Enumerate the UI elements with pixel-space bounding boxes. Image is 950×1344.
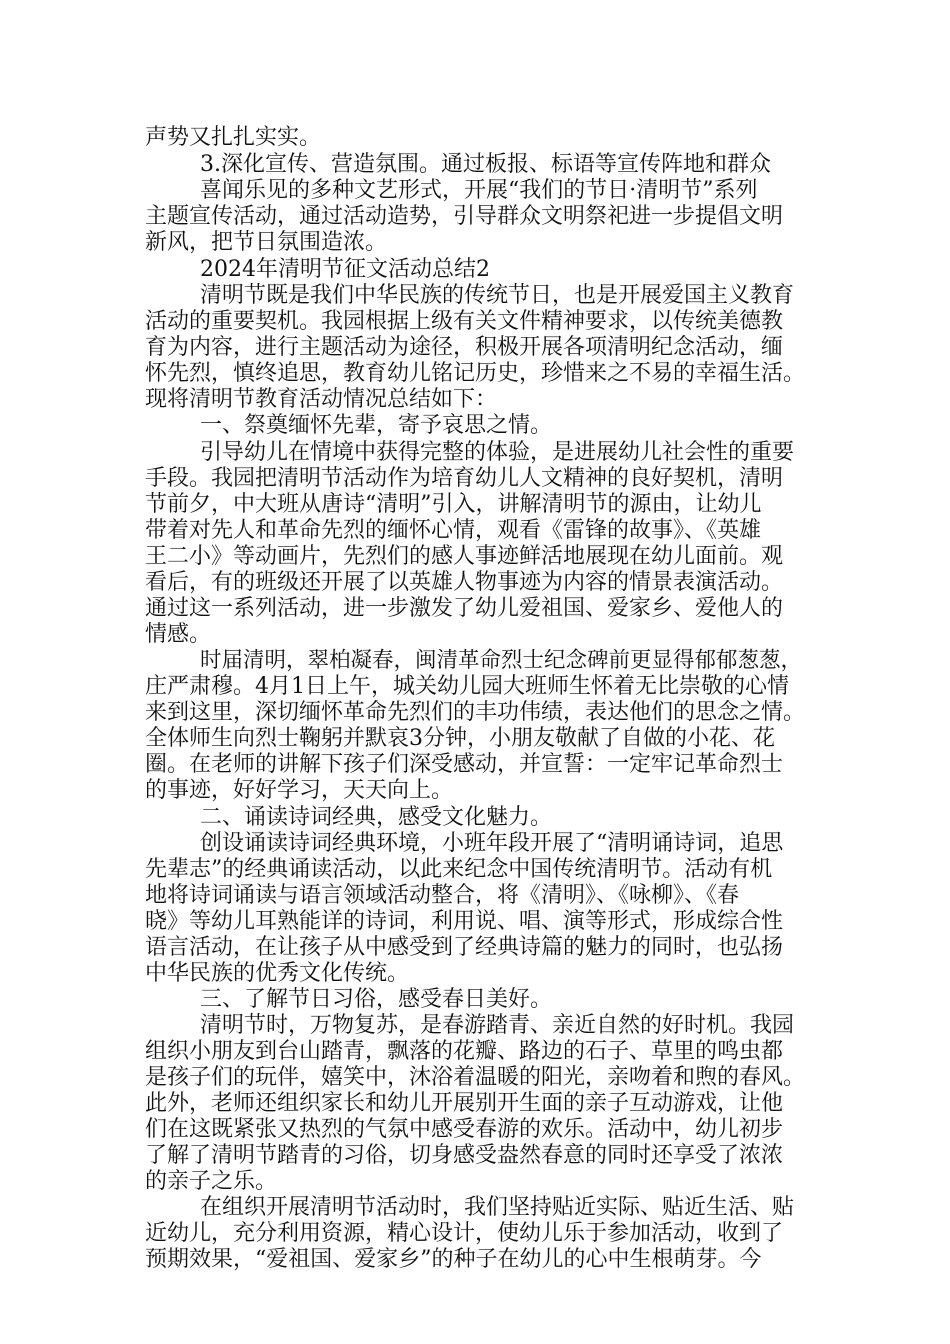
text-line: 语言活动，在让孩子从中感受到了经典诗篇的魅力的同时，也弘扬 — [145, 935, 784, 960]
text-line: 手段。我园把清明节活动作为培育幼儿人文精神的良好契机，清明 — [145, 466, 784, 491]
text-line: 来到这里，深切缅怀革命先烈们的丰功伟绩，表达他们的思念之情。 — [145, 700, 806, 725]
text-line: 节前夕，中大班从唐诗“清明”引入，讲解清明节的源由，让幼儿 — [145, 492, 762, 517]
text-line: 组织小朋友到台山踏青，飘落的花瓣、路边的石子、草里的鸣虫都 — [145, 1039, 784, 1064]
text-line: 近幼儿，充分利用资源，精心设计，使幼儿乐于参加活动，收到了 — [145, 1221, 784, 1246]
text-line: 现将清明节教育活动情况总结如下： — [145, 387, 498, 412]
section-item-heading: 3.深化宣传、营造氛围。通过板报、标语等宣传阵地和群众 — [200, 152, 771, 177]
text-line: 新风，把节日氛围造浓。 — [145, 230, 388, 255]
text-line: 王二小》等动画片，先烈们的感人事迹鲜活地展现在幼儿面前。观 — [145, 544, 784, 569]
text-line: 圈。在老师的讲解下孩子们深受感动，并宣誓：一定牢记革命烈士 — [145, 752, 784, 777]
text-line: 看后，有的班级还开展了以英雄人物事迹为内容的情景表演活动。 — [145, 570, 784, 595]
text-line: 带着对先人和革命先烈的缅怀心情，观看《雷锋的故事》、《英雄 — [145, 518, 762, 543]
section-heading: 二、诵读诗词经典，感受文化魅力。 — [200, 805, 553, 830]
text-line: 活动的重要契机。我园根据上级有关文件精神要求，以传统美德教 — [145, 309, 784, 334]
text-line: 清明节时，万物复苏，是春游踏青、亲近自然的好时机。我园 — [200, 1013, 795, 1038]
text-line: 创设诵读诗词经典环境，小班年段开展了“清明诵诗词，追思 — [200, 831, 784, 856]
text-line: 在组织开展清明节活动时，我们坚持贴近实际、贴近生活、贴 — [200, 1195, 795, 1220]
text-line: 育为内容，进行主题活动为途径，积极开展各项清明纪念活动，缅 — [145, 335, 784, 360]
text-line: 怀先烈，慎终追思，教育幼儿铭记历史，珍惜来之不易的幸福生活。 — [145, 361, 806, 386]
text-line: 喜闻乐见的多种文艺形式，开展“我们的节日·清明节”系列 — [200, 178, 758, 203]
text-line: 先辈志”的经典诵读活动，以此来纪念中国传统清明节。活动有机 — [145, 857, 773, 882]
text-line: 了解了清明节踏青的习俗，切身感受盎然春意的同时还享受了浓浓 — [145, 1143, 784, 1168]
text-line: 情感。 — [145, 622, 212, 647]
section-heading: 一、祭奠缅怀先辈，寄予哀思之情。 — [200, 413, 553, 438]
text-line: 时届清明，翠柏凝春，闽清革命烈士纪念碑前更显得郁郁葱葱， — [200, 648, 803, 673]
text-line: 主题宣传活动，通过活动造势，引导群众文明祭祀进一步提倡文明 — [145, 204, 784, 229]
text-line: 地将诗词诵读与语言领域活动整合，将《清明》、《咏柳》、《春 — [145, 883, 740, 908]
text-line: 通过这一系列活动，进一步激发了幼儿爱祖国、爱家乡、爱他人的 — [145, 596, 784, 621]
text-line: 晓》等幼儿耳熟能详的诗词，利用说、唱、演等形式，形成综合性 — [145, 909, 784, 934]
text-line: 预期效果，“爱祖国、爱家乡”的种子在幼儿的心中生根萌芽。今 — [145, 1247, 762, 1272]
text-line: 清明节既是我们中华民族的传统节日，也是开展爱国主义教育 — [200, 283, 795, 308]
text-line: 庄严肃穆。4月1日上午，城关幼儿园大班师生怀着无比崇敬的心情 — [145, 674, 789, 699]
text-line: 全体师生向烈士鞠躬并默哀3分钟，小朋友敬献了自做的小花、花 — [145, 726, 775, 751]
article-title: 2024年清明节征文活动总结2 — [200, 257, 490, 282]
text-line: 的亲子之乐。 — [145, 1169, 278, 1194]
text-line: 声势又扎扎实实。 — [145, 125, 322, 150]
text-line: 的事迹，好好学习，天天向上。 — [145, 778, 454, 803]
text-line: 是孩子们的玩伴，嬉笑中，沐浴着温暖的阳光，亲吻着和煦的春风。 — [145, 1065, 806, 1090]
text-line: 此外，老师还组织家长和幼儿开展别开生面的亲子互动游戏，让他 — [145, 1091, 784, 1116]
text-line: 引导幼儿在情境中获得完整的体验，是进展幼儿社会性的重要 — [200, 440, 795, 465]
section-heading: 三、了解节日习俗，感受春日美好。 — [200, 987, 553, 1012]
text-line: 们在这既紧张又热烈的气氛中感受春游的欢乐。活动中，幼儿初步 — [145, 1117, 784, 1142]
text-line: 中华民族的优秀文化传统。 — [145, 961, 410, 986]
